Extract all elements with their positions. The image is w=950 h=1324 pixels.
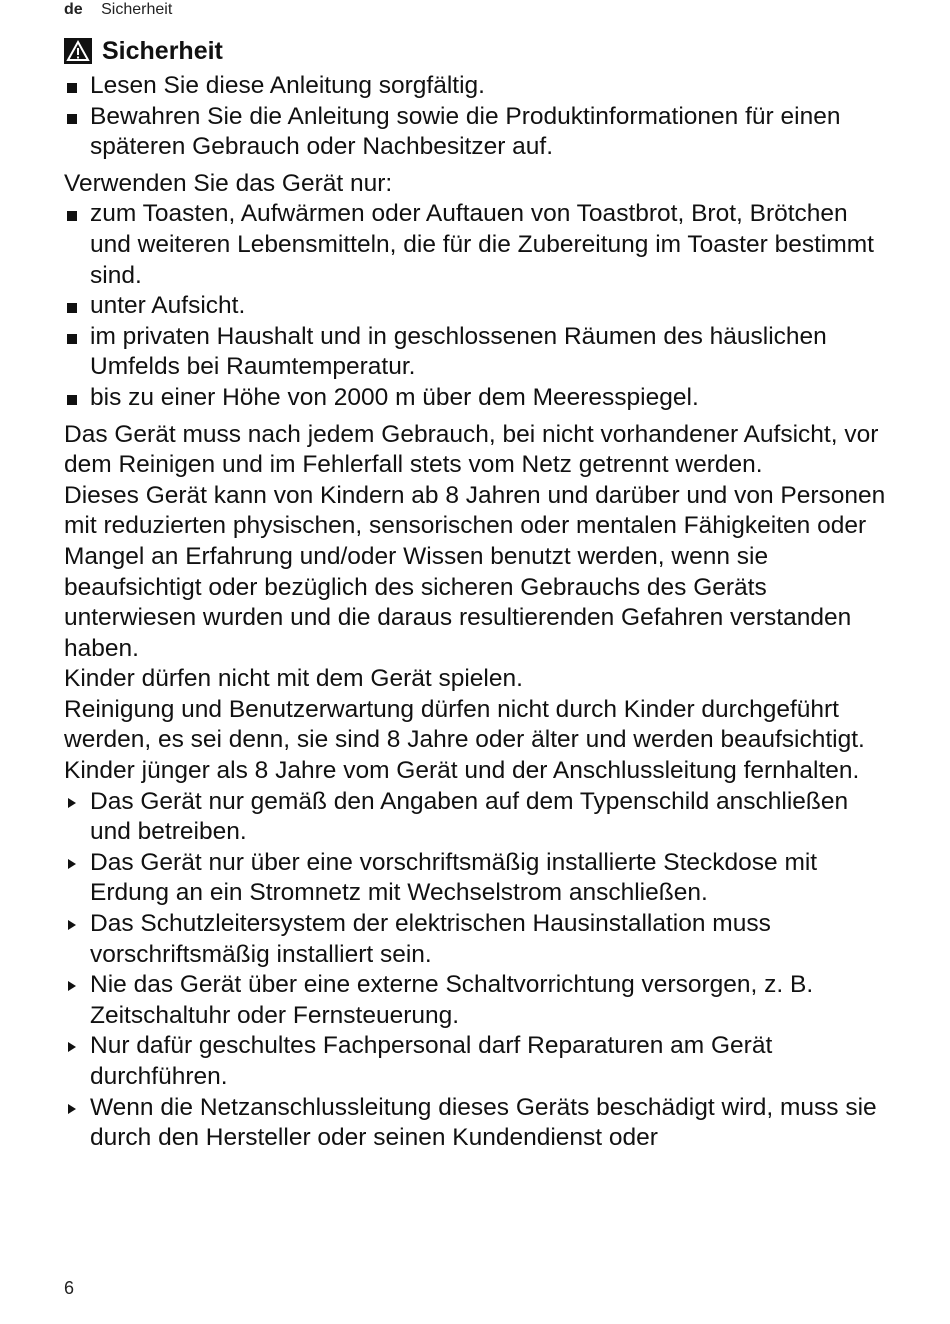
section-title: Sicherheit xyxy=(102,37,223,65)
language-code: de xyxy=(64,1,83,18)
list-item: Nur dafür geschultes Fachpersonal darf Reparaturen am Gerät durchführen. xyxy=(64,1031,894,1092)
list-item: zum Toasten, Aufwärmen oder Auftauen von Toastbrot, Brot, Brötchen und weiteren Lebensmitteln, die für die Zubereitung im Toaster bestimmt sind. xyxy=(64,199,894,291)
list-item: Nie das Gerät über eine externe Schaltvorrichtung versorgen, z. B. Zeitschaltuhr oder Fernsteuerung. xyxy=(64,970,894,1031)
paragraph: Kinder dürfen nicht mit dem Gerät spielen. xyxy=(64,665,523,693)
paragraph: Reinigung und Benutzerwartung dürfen nicht durch Kinder durchgeführt werden, es sei denn, sie sind 8 Jahre oder älter und werden beaufsichtigt. xyxy=(64,695,865,754)
list-item: im privaten Haushalt und in geschlossenen Räumen des häuslichen Umfelds bei Raumtemperatur. xyxy=(64,322,894,383)
warning-triangle-icon xyxy=(64,38,92,64)
list-item: Das Gerät nur über eine vorschriftsmäßig installierte Steckdose mit Erdung an ein Stromnetz mit Wechselstrom anschließen. xyxy=(64,848,894,909)
list-item: Das Gerät nur gemäß den Angaben auf dem Typenschild anschließen und betreiben. xyxy=(64,787,894,848)
use-conditions-list xyxy=(64,199,894,413)
list-item: Das Schutzleitersystem der elektrischen Hausinstallation muss vorschriftsmäßig installiert sein. xyxy=(64,909,894,970)
list-item: unter Aufsicht. xyxy=(64,291,894,322)
section-heading xyxy=(64,34,894,68)
paragraph: Kinder jünger als 8 Jahre vom Gerät und der Anschlussleitung fernhalten. xyxy=(64,757,860,785)
page-number: 6 xyxy=(64,1278,75,1298)
running-head xyxy=(64,0,172,20)
list-item: Bewahren Sie die Anleitung sowie die Produktinformationen für einen späteren Gebrauch oder Nachbesitzer auf. xyxy=(64,102,894,163)
instructions-list xyxy=(64,71,894,163)
list-item: bis zu einer Höhe von 2000 m über dem Meeresspiegel. xyxy=(64,383,894,414)
page-content xyxy=(64,34,894,1154)
safety-actions-list xyxy=(64,787,894,1154)
list-item: Wenn die Netzanschlussleitung dieses Geräts beschädigt wird, muss sie durch den Hersteller oder seinen Kundendienst oder xyxy=(64,1093,894,1154)
running-head-section: Sicherheit xyxy=(101,1,173,18)
use-intro: Verwenden Sie das Gerät nur: xyxy=(64,169,393,197)
paragraph: Dieses Gerät kann von Kindern ab 8 Jahren und darüber und von Personen mit reduzierten physischen, sensorischen oder mentalen Fähigkeiten oder Mangel an Erfahrung und/oder Wissen benutzt werden, wenn sie beaufsichtigt oder bezüglich des sicheren Gebrauchs des Geräts unterwiesen wurden und die daraus resultierenden Gefahren verstanden haben. xyxy=(64,481,886,662)
list-item: Lesen Sie diese Anleitung sorgfältig. xyxy=(64,71,894,102)
paragraph: Das Gerät muss nach jedem Gebrauch, bei nicht vorhandener Aufsicht, vor dem Reinigen und im Fehlerfall stets vom Netz getrennt werden. xyxy=(64,420,879,479)
